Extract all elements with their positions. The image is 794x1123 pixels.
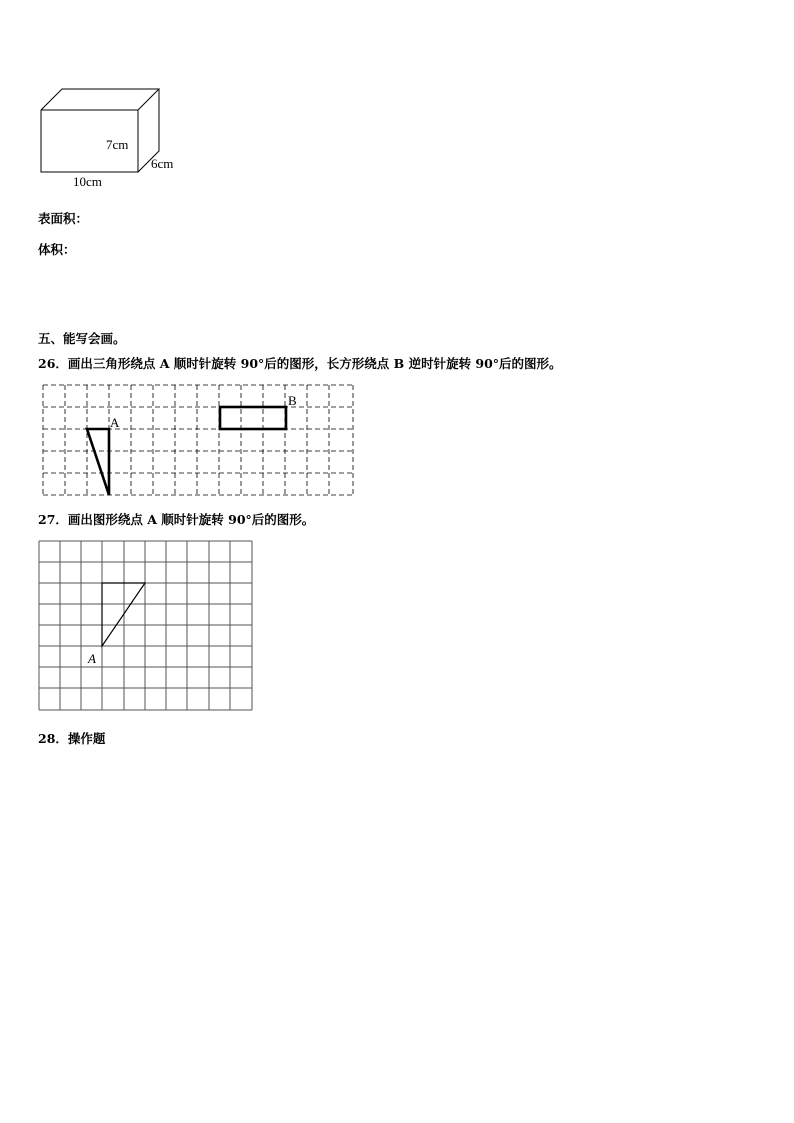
q26-triangle [87,429,109,495]
cuboid-top-face [41,89,159,110]
question-28-text: 28．操作题 [38,731,106,746]
cuboid-height-label: 7cm [106,137,129,152]
question-26-text: 26．画出三角形绕点 A 顺时针旋转 90°后的图形，长方形绕点 B 逆时针旋转 90°后的图形。 [38,356,562,371]
cuboid-depth-label: 6cm [151,156,174,171]
volume-line: 体积： [38,242,76,257]
question-27-grid [0,535,794,725]
q26-rectangle [220,407,286,429]
cuboid-figure [0,0,794,200]
surface-area-line: 表面积： [38,211,89,226]
question-26-grid [0,370,794,500]
q27-grid-lines [39,541,252,710]
cuboid-length-label: 10cm [73,174,102,189]
q26-point-b-label: B [288,393,297,408]
question-27-text: 27．画出图形绕点 A 顺时针旋转 90°后的图形。 [38,512,315,527]
q26-point-a-label: A [110,415,120,430]
q27-point-a-label: A [88,651,96,666]
section-five-title: 五、能写会画。 [38,331,126,346]
